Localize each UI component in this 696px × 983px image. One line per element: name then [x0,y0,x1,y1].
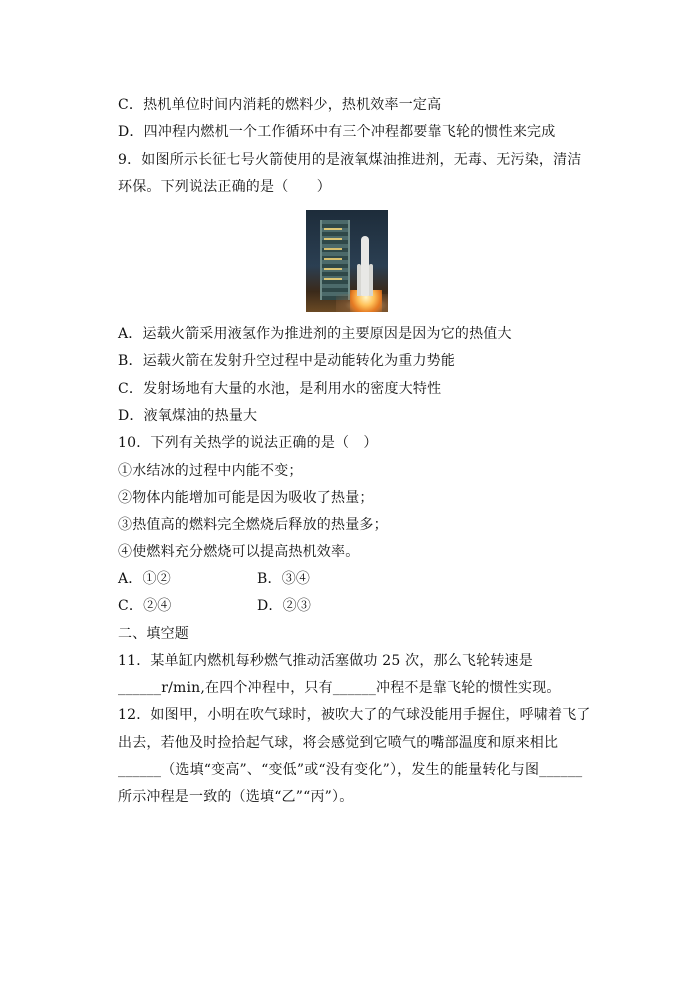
section-heading-fill-blank: 二、填空题 [118,626,189,642]
q9-option-b: B．运载火箭在发射升空过程中是动能转化为重力势能 [118,353,456,369]
q10-statement-2: ②物体内能增加可能是因为吸收了热量； [118,490,374,506]
q10-option-a: A．①② [118,571,171,587]
q12-line1: 12．如图甲，小明在吹气球时，被吹大了的气球没能用手握住，呼啸着飞了 [118,707,591,723]
q9-option-d: D．液氧煤油的热量大 [118,408,258,424]
q10-statement-1: ①水结冰的过程中内能不变； [118,463,303,479]
q10-option-b: B．③④ [257,571,311,587]
q10-statement-3: ③热值高的燃料完全燃烧后释放的热量多； [118,517,388,533]
q8-option-c: C．热机单位时间内消耗的燃料少，热机效率一定高 [118,97,442,113]
q10-stem: 10．下列有关热学的说法正确的是（ ） [118,435,378,451]
q9-option-c: C．发射场地有大量的水池，是利用水的密度大特性 [118,381,442,397]
q9-stem-line2: 环保。下列说法正确的是（ ） [118,179,331,195]
q11-line2: ______r/min,在四个冲程中，只有______冲程不是靠飞轮的惯性实现。 [118,680,561,696]
q10-option-c: C．②④ [118,598,172,614]
q8-option-d: D．四冲程内燃机一个工作循环中有三个冲程都要靠飞轮的惯性来完成 [118,124,556,140]
rocket-icon [361,236,369,296]
q10-statement-4: ④使燃料充分燃烧可以提高热机效率。 [118,544,360,560]
q9-stem-line1: 9．如图所示长征七号火箭使用的是液氧煤油推进剂，无毒、无污染，清洁 [118,152,582,168]
q10-option-d: D．②③ [257,598,312,614]
q9-option-a: A．运载火箭采用液氢作为推进剂的主要原因是因为它的热值大 [118,326,512,342]
q12-line2: 出去，若他及时捡拾起气球，将会感觉到它喷气的嘴部温度和原来相比 [118,735,559,751]
q11-line1: 11．某单缸内燃机每秒燃气推动活塞做功 25 次，那么飞轮转速是 [118,653,533,669]
q12-line4: 所示冲程是一致的（选填“乙”“丙”）。 [118,789,354,805]
rocket-launch-photo [306,210,388,312]
q12-line3: ______（选填“变高”、“变低”或“没有变化”），发生的能量转化与图______ [118,762,583,778]
